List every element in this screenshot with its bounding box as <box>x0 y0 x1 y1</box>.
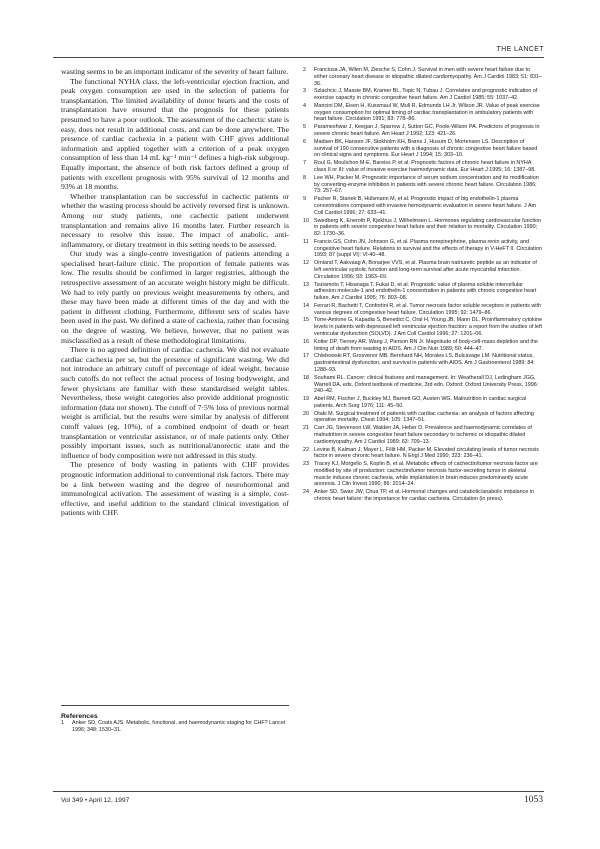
reference-item <box>303 239 543 259</box>
body-paragraph: Our study was a single-centre investigation of patients attending a specialised heart-failure clinic. The proportion of female patients was low. The results should be confirmed in larger registries, although the retrospective assessment of an accurate weight history might be difficult. We had to rely partly on previous weight measurements by others, and these may have been made at different times of the day and with the patient in different clothing. Furthermore, different sets of scales have been used in the past. We defined a state of cachexia, rather than focusing on the degree of wasting. We believe, however, that no patient was misclassified as a result of these methodological limitations. <box>61 249 289 345</box>
reference-number: 9 <box>303 196 306 203</box>
reference-item <box>303 317 543 337</box>
reference-number: 11 <box>303 238 309 245</box>
reference-text: Parameshwar J, Keegan J, Sparrow J, Sutton GC, Poole-Wilson PA. Predictors of prognosis in severe chronic heart failure. Am Heart J 1992; 123: 421–26. <box>314 124 540 138</box>
reference-item <box>303 175 543 195</box>
reference-item <box>303 124 543 138</box>
reference-text: Anker SD, Swan JW, Chua TP, et al. Hormonal changes and catabolic/anabolic imbalance in chronic heart failure: the importance for cardiac cachexia. Circulation (in press). <box>314 489 535 503</box>
reference-number: 4 <box>303 102 306 109</box>
reference-item <box>303 260 543 280</box>
reference-text: Anker SD, Coats AJS. Metabolic, functional, and haemodynamic staging for CHF? Lancet 1996; 348: 1530–31. <box>72 720 286 733</box>
reference-item <box>303 425 543 445</box>
reference-text: Ferrari R, Bachetti T, Confortini R, et al. Tumor necrosis factor soluble receptors in patients with various degrees of congestive heart failure. Circulation 1995; 92: 1479–86. <box>314 302 541 316</box>
reference-number: 19 <box>303 396 309 403</box>
journal-header: THE LANCET <box>496 46 544 53</box>
reference-item <box>303 282 543 302</box>
reference-number: 8 <box>303 174 306 181</box>
reference-item <box>303 303 543 317</box>
reference-item <box>303 396 543 410</box>
reference-number: 14 <box>303 302 309 309</box>
reference-number: 24 <box>303 489 309 496</box>
reference-number: 17 <box>303 353 309 360</box>
reference-text: Kotler DP, Tierney AR, Wang J, Pierson RN Jr. Magnitude of body-cell-mass depletion and the timing of death from wasting in AIDS. Am J Clin Nutr 1989; 50: 444–47. <box>314 338 538 352</box>
reference-text: Franciosa JA, Wilen M, Ziesche S, Cohn J. Survival in men with severe heart failure due to either coronary heart disease or idiopathic dilated cardiomyopathy. Am J Cardiol 1983; 51: 831–36. <box>314 67 542 87</box>
body-text-column <box>61 67 289 518</box>
reference-text: Otaki M. Surgical treatment of patients with cardiac cachexia: an analysis of factors affecting operative mortality. Chest 1994; 105: 1347–51. <box>314 410 534 424</box>
reference-number: 16 <box>303 338 309 345</box>
reference-number: 13 <box>303 281 309 288</box>
page-number: 1053 <box>524 795 543 805</box>
reference-text: Abel RM, Fischer J, Buckley MJ, Barnett GO, Austen WG. Malnutrition in cardiac surgical patients. Arch Surg 1976; 111: 45–50. <box>314 396 527 409</box>
reference-item <box>303 461 543 488</box>
reference-list-left <box>61 720 289 734</box>
reference-text: Levine B, Kalman J, Mayer L, Fillit HM, Packer M. Elevated circulating levels of tumor necrosis factor in severe chronic heart failure. N Engl J Med 1990; 323: 236–41. <box>314 446 539 460</box>
reference-number: 20 <box>303 410 309 417</box>
reference-item <box>303 139 543 159</box>
reference-item <box>303 103 543 123</box>
reference-text: Pacher R, Stanek B, Hülsmann M, et al. Prognostic impact of big endothelin-1 plasma concentrations compared with invasive hemodynamic evaluation in severe heart failure. J Am Coll Cardiol 1996; 27: 633–41. <box>314 196 537 216</box>
reference-number: 18 <box>303 374 309 381</box>
reference-text: Chlebowski RT, Grosvenor MB, Bernhard NH, Morales LS, Bulcavage LM. Nutritional status, gastrointestinal dysfunction, and survival in patients with AIDS. Am J Gastroenterol 1989; 84: 1288–93. <box>314 353 535 373</box>
reference-item <box>303 489 543 503</box>
reference-item <box>303 196 543 216</box>
reference-item <box>303 447 543 461</box>
body-paragraph: The functional NYHA class, the left-ventricular ejection fraction, and peak oxygen consumption are used in the selection of patients for transplantation. The limited availability of donor hearts and the costs of transplantation have ensured that the prognosis for these patients presumed to have a poor outlook. The assessment of the cachectic state is easy, does not result in additional costs, and can be done anywhere. The presence of cardiac cachexia in a patient with CHF gives additional information and applied together with a criterion of a peak oxygen consumption of less than 14 mL kg⁻¹ min⁻¹ defines a high-risk subgroup. Equally important, the absence of both risk factors defined a group of patients with excellent prognosis with 95% survival of 12 months and 93% at 18 months. <box>61 76 289 192</box>
reference-item <box>303 160 543 174</box>
reference-text: Mancini DM, Eisen H, Kussmaul W, Mull R, Edmunds LH Jr, Wilson JR. Value of peak exercise oxygen consumption for optimal timing of cardiac transplantation in ambulatory patients with heart failure. Circulation 1991; 83: 778–86. <box>314 102 540 123</box>
reference-number: 1 <box>61 720 64 726</box>
reference-item <box>303 218 543 238</box>
reference-number: 2 <box>303 67 306 73</box>
reference-number: 21 <box>303 425 309 432</box>
reference-text: Omland T, Aakvaag A, Bonarjee VVS, et al. Plasma brain natriuretic peptide as an indicator of left ventricular systolic function and long-term survival after acute myocardial infarction. Circulation 1996; 93: 1963–69. <box>314 260 537 280</box>
reference-text: Madsen BK, Hansen JF, Stokholm KH, Brøns J, Husum D, Mortensen LS. Description of survival of 190 consecutive patients with a diagnosis of chronic congestive heart failure based on clinical signs and symptoms. Eur Heart J 1994; 15: 303–10. <box>314 138 538 159</box>
reference-list-right <box>303 67 543 503</box>
body-paragraph: wasting seems to be an important indicator of the severity of heart failure. <box>61 67 289 76</box>
reference-text: Carr JG, Stevenson LW, Walden JA, Heber D. Prevalence and haemodynamic correlates of malnutrition in severe congestive heart failure secondary to ischemic or idiopathic dilated cardiomyopathy. Am J Cardiol 1989; 63: 709–13. <box>314 425 532 445</box>
reference-text: Souhami RL. Cancer: clinical features and management. In: Weatherall DJ, Ledingham JGG, Warrell DA, eds. Oxford textbook of medicine, 3rd edn. Oxford: Oxford University Press, 1996: 240–42. <box>314 374 539 395</box>
reference-text: Torre-Amione G, Kapadia S, Benedict C, Oral H, Young JB, Mann DL. Proinflammatory cytokine levels in patients with depressed left ventricular ejection fraction: a report from the studies of left ventricular dysfunction (SOLVD). J Am Coll Cardiol 1996; 27: 1201–06. <box>314 317 543 337</box>
reference-number: 10 <box>303 217 309 224</box>
body-paragraph: The presence of body wasting in patients with CHF provides prognostic information additional to conventional risk factors. There may be a link between wasting and the degree of neurohormonal and immunological activation. The assessment of wasting is a simple, cost-effective, and useful addition to the standard clinical investigation of patients with CHF. <box>61 460 289 518</box>
header-rule <box>53 57 544 58</box>
reference-number: 5 <box>303 124 306 131</box>
volume-date: Vol 349 • April 12, 1997 <box>61 797 130 804</box>
reference-text: Szlachcic J, Massie BM, Kramer BL, Topic N, Tubau J. Correlates and prognostic indication of exercise capacity in chronic congestive heart failure. Am J Cardiol 1985; 55: 1037–42. <box>314 88 538 102</box>
reference-number: 12 <box>303 260 309 267</box>
reference-item <box>303 411 543 425</box>
references-section <box>61 705 289 735</box>
reference-item <box>303 375 543 395</box>
reference-item <box>303 353 543 373</box>
reference-item <box>303 339 543 353</box>
reference-number: 3 <box>303 88 306 95</box>
footer-rule <box>53 791 544 792</box>
body-paragraph: There is no agreed definition of cardiac cachexia. We did not evaluate cardiac cachexia per se, but the presence of significant wasting. We did not introduce an arbitrary cutoff of percentage of ideal weight, because such cutoffs do not reflect the actual process of losing bodyweight, and fewer physicians are familiar with these standardised weight tables. Nevertheless, these weight categories also provide additional prognostic information (data not shown). The cutoff of 7·5% loss of previous normal weight is artificial, but the results were similar by analysis of different cutoff values (eg, 10%), of a combined endpoint of death or heart transplantation or ventricular assistance, or of male patients only. Other possibly important issues, such as nutritional/anorectic state and the influence of body composition were not addressed in this study. <box>61 345 289 460</box>
reference-text: Francis GS, Cohn JN, Johnson G, et al. Plasma norepinephrine, plasma renin activity, and congestive heart failure. Relations to survival and the effects of therapy in V-HeFT II. Circulation 1993; 87 (suppl VI): VI-40–48. <box>314 238 542 259</box>
reference-number: 15 <box>303 317 309 324</box>
reference-number: 23 <box>303 461 309 468</box>
references-column <box>303 67 543 504</box>
reference-item <box>303 88 543 102</box>
reference-text: Swedberg K, Eneroth P, Kjekhus J, Wilhelmsen L. Hormones regulating cardiovascular function in patients with severe congestive heart failure and their relation to mortality. Circulation 1990; 82: 1730–36. <box>314 217 542 237</box>
reference-number: 6 <box>303 138 306 145</box>
reference-number: 7 <box>303 160 306 167</box>
body-paragraph: Whether transplantation can be successful in cachectic patients or whether the wasting process should be actively reversed first is unknown. Among our study patients, one cachectic patient underwent transplantation and remains alive 16 months later. Further research is necessary to resolve this issue. The impact of anabolic, anti-inflammatory, or dietary treatment in this setting needs to be assessed. <box>61 191 289 249</box>
reference-text: Tracey KJ, Morgello S, Koplin B, et al. Metabolic effects of cachectin/tumor necrosis factor are modified by site of production: cachectin/tumor necrosis factor-secreting tumor in skeletal muscle induces chronic cachexia, while implantation in brain induces predominantly acute anorexia. J Clin Invest 1990; 86: 2014–24. <box>314 461 538 488</box>
reference-text: Lee WH, Packer M. Prognostic importance of serum sodium concentration and its modification by converting-enzyme inhibition in patients with severe chronic heart failure. Circulation 1986; 73: 257–67. <box>314 174 539 195</box>
reference-text: Tsutamoto T, Hisanaga T, Fukai D, et al. Prognostic value of plasma soluble intercellular adhesion molecule-1 and endothelin-1 concentration in patients with chronic congestive heart failure. Am J Cardiol 1995; 76: 803–08. <box>314 281 537 302</box>
reference-item <box>61 720 289 734</box>
reference-text: Roul G, Moulichon M-E, Bareiss P, et al. Prognostic factors of chronic heart failure in NYHA class II or III: value of invasive exercise haemodynamic data. Eur Heart J 1995; 16: 1387–98. <box>314 160 536 173</box>
reference-number: 22 <box>303 446 309 453</box>
reference-item <box>303 67 543 87</box>
references-heading: References <box>61 713 98 720</box>
